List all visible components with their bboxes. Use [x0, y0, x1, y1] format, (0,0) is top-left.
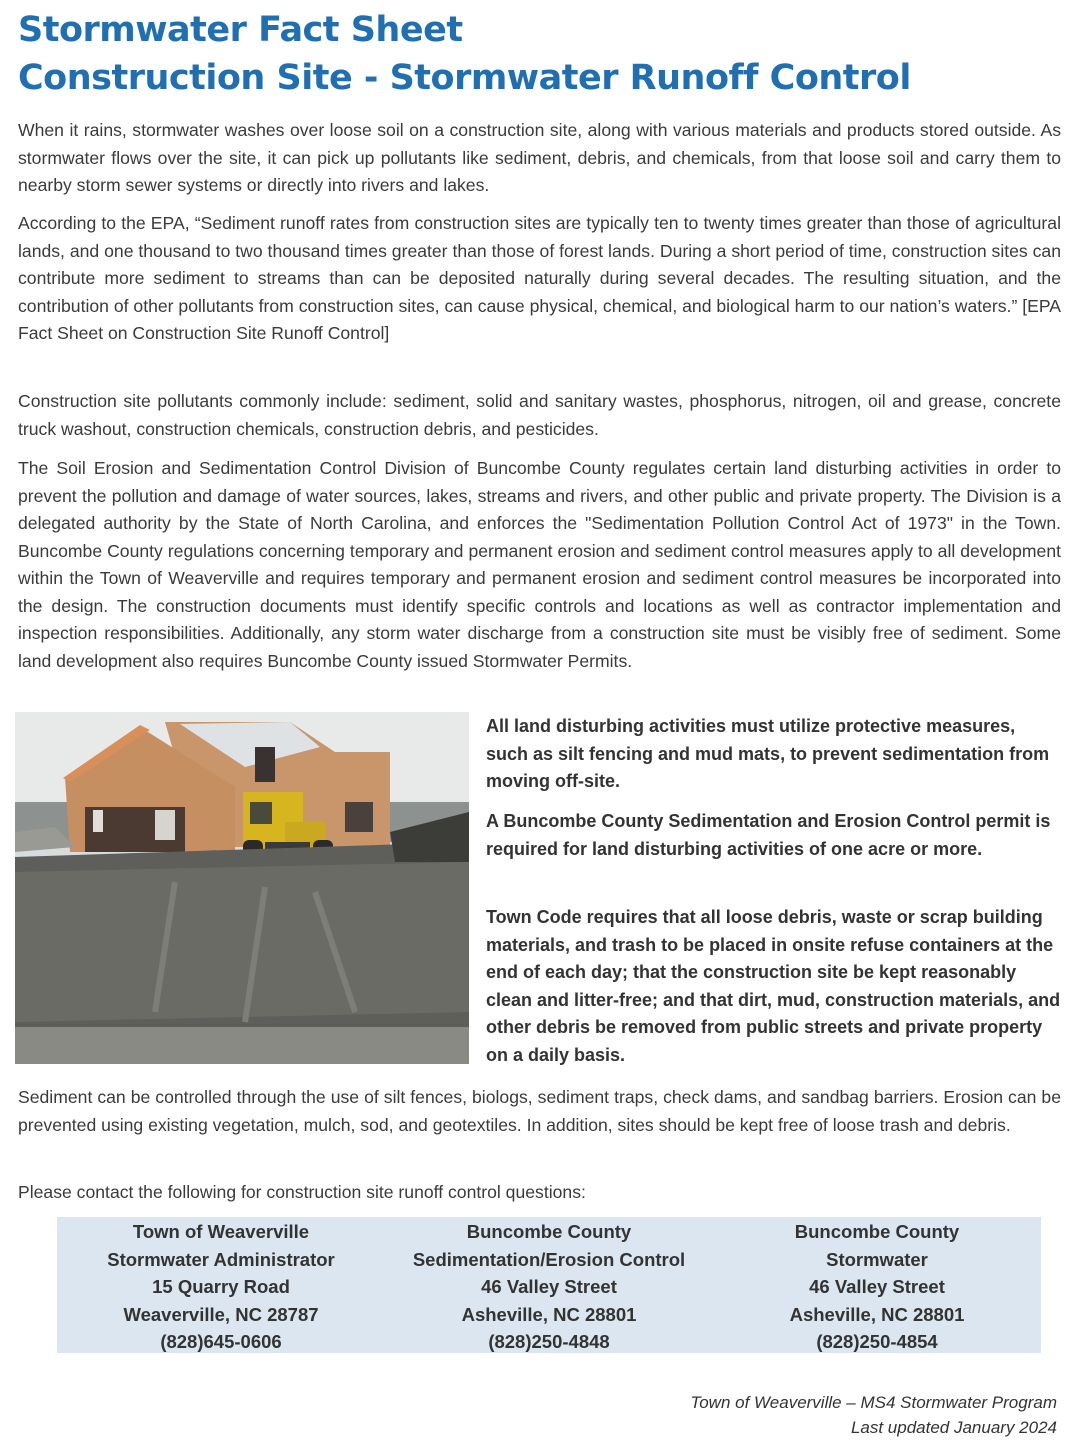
contact-dept: Sedimentation/Erosion Control [412, 1248, 686, 1270]
page-subtitle: Construction Site - Stormwater Runoff Control [18, 58, 911, 98]
contact-address: 46 Valley Street [809, 1276, 945, 1297]
contact-city: Weaverville, NC 28787 [123, 1303, 319, 1325]
contact-address: 46 Valley Street [481, 1276, 617, 1297]
erosion-division-paragraph: The Soil Erosion and Sedimentation Control Division of Buncombe County regulates certain land disturbing activities in order to prevent the pollution and damage of water sources, lakes, streams and rivers, and other public and private property. The Division is a delegated authority by the State of North Carolina, and enforces the "Sedimentation Pollution Control Act of 1973" in the Town. Buncombe County regulations concerning temporary and permanent erosion and sediment control measures apply to all development within the Town of Weaverville and requires temporary and permanent erosion and sediment control measures be incorporated into the design. The construction documents must identify specific controls and locations as well as contractor implementation and inspection responsibilities. Additionally, any storm water discharge from a construction site must be visibly free of sediment. Some land development also requires Buncombe County issued Stormwater Permits. [18, 458, 1061, 671]
town-code-note: Town Code requires that all loose debris, waste or scrap building materials, and trash to be placed in onsite refuse containers at the end of each day; that the construction site be kept reasonably clean and litter-free; and that dirt, mud, construction materials, and other debris be removed from public streets and private property on a daily basis. [486, 907, 1061, 1065]
contact-org: Town of Weaverville [132, 1221, 310, 1242]
contact-org: Buncombe County [466, 1221, 632, 1242]
contact-dept: Stormwater Administrator [107, 1248, 335, 1270]
contact-weaverville [57, 1217, 385, 1353]
epa-quote-paragraph: According to the EPA, “Sediment runoff rates from construction sites are typically ten to twenty times greater than those of agricultural lands, and one thousand to two thousand times greater than those of forest lands. During a short period of time, construction sites can contribute more sediment to streams than can be deposited naturally during several decades. The resulting situation, and the contribution of other pollutants from construction sites, can cause physical, chemical, and biological harm to our nation’s waters.” [EPA Fact Sheet on Construction Site Runoff Control] [18, 213, 1061, 343]
contact-phone[interactable]: (828)250-4854 [816, 1331, 938, 1352]
footer-updated: Last updated January 2024 [850, 1418, 1057, 1437]
contact-city: Asheville, NC 28801 [461, 1303, 637, 1325]
contact-phone[interactable]: (828)250-4848 [488, 1331, 610, 1352]
contact-city: Asheville, NC 28801 [789, 1303, 965, 1325]
sediment-control-paragraph: Sediment can be controlled through the use of silt fences, biologs, sediment traps, check dams, and sandbag barriers. Erosion can be prevented using existing vegetation, mulch, sod, and geotextiles. In addition, sites should be kept free of loose trash and debris. [18, 1087, 1061, 1135]
construction-site-photo [15, 712, 469, 1064]
contact-dept: Stormwater [826, 1248, 928, 1270]
page-title: Stormwater Fact Sheet [18, 10, 463, 50]
contact-phone[interactable]: (828)645-0606 [160, 1331, 282, 1352]
contact-buncombe-erosion [385, 1217, 713, 1353]
contacts-box [57, 1217, 1041, 1353]
contact-address: 15 Quarry Road [152, 1276, 290, 1297]
contact-intro: Please contact the following for construction site runoff control questions: [18, 1182, 586, 1202]
contact-buncombe-stormwater [713, 1217, 1041, 1353]
contact-org: Buncombe County [794, 1221, 960, 1242]
pollutants-paragraph: Construction site pollutants commonly include: sediment, solid and sanitary wastes, phosphorus, nitrogen, oil and grease, concrete truck washout, construction chemicals, construction debris, and pesticides. [18, 391, 1061, 439]
protective-measures-note: All land disturbing activities must utilize protective measures, such as silt fencing and mud mats, to prevent sedimentation from moving off-site. [486, 716, 1050, 791]
footer-program: Town of Weaverville – MS4 Stormwater Program [690, 1393, 1057, 1412]
intro-paragraph: When it rains, stormwater washes over loose soil on a construction site, along with various materials and products stored outside. As stormwater flows over the site, it can pick up pollutants like sediment, debris, and chemicals, from that loose soil and carry them to nearby storm sewer systems or directly into rivers and lakes. [18, 120, 1061, 195]
permit-requirement-note: A Buncombe County Sedimentation and Erosion Control permit is required for land disturbing activities of one acre or more. [486, 811, 1051, 859]
